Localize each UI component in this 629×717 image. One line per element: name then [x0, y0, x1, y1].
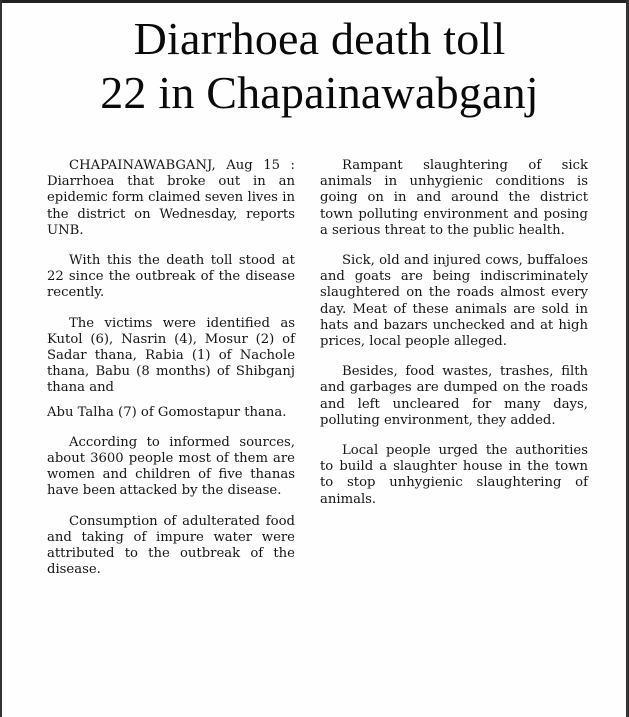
headline-line-2: 22 in Chapainawabganj — [100, 67, 539, 118]
paragraph-slaughtering: Rampant slaughtering of sick animals in unhygienic conditions is going on in and around the district town polluting environment and posing a serious threat to the public health. — [320, 158, 588, 238]
paragraph-sources: According to informed sources, about 3600 people most of them are women and children of five thanas have been attacked by the disease. — [47, 434, 295, 499]
paragraph-demand: Local people urged the authorities to build a slaughter house in the town to stop unhygienic slaughtering of animals. — [320, 443, 588, 507]
article-column-right — [320, 158, 588, 522]
paragraph-death-toll: With this the death toll stood at 22 since the outbreak of the disease recently. — [47, 253, 295, 301]
headline-line-1: Diarrhoea death toll — [133, 13, 506, 64]
paragraph-animals: Sick, old and injured cows, buffaloes and goats are being indiscriminately slaughtered on the roads almost every day. Meat of these animals are sold in hats and bazars unchecked and at high prices, local people alleged. — [320, 253, 588, 350]
paragraph-dateline: CHAPAINAWABGANJ, Aug 15 : Diarrhoea that broke out in an epidemic form claimed seven lives in the district on Wednesday, reports UNB. — [47, 158, 295, 238]
top-border-rule — [0, 0, 629, 3]
paragraph-waste: Besides, food wastes, trashes, filth and garbages are dumped on the roads and left uncleared for many days, polluting environment, they added. — [320, 364, 588, 428]
left-border-rule — [0, 0, 2, 717]
article-column-left — [47, 158, 295, 592]
paragraph-causes: Consumption of adulterated food and taking of impure water were attributed to the outbreak of the disease. — [47, 513, 295, 578]
paragraph-victims: The victims were identified as Kutol (6), Nasrin (4), Mosur (2) of Sadar thana, Rabia (1) of Nachole thana, Babu (8 months) of Shibganj thana and — [47, 315, 295, 396]
headline — [20, 12, 619, 120]
paragraph-victims-continued: Abu Talha (7) of Gomostapur thana. — [47, 404, 287, 420]
